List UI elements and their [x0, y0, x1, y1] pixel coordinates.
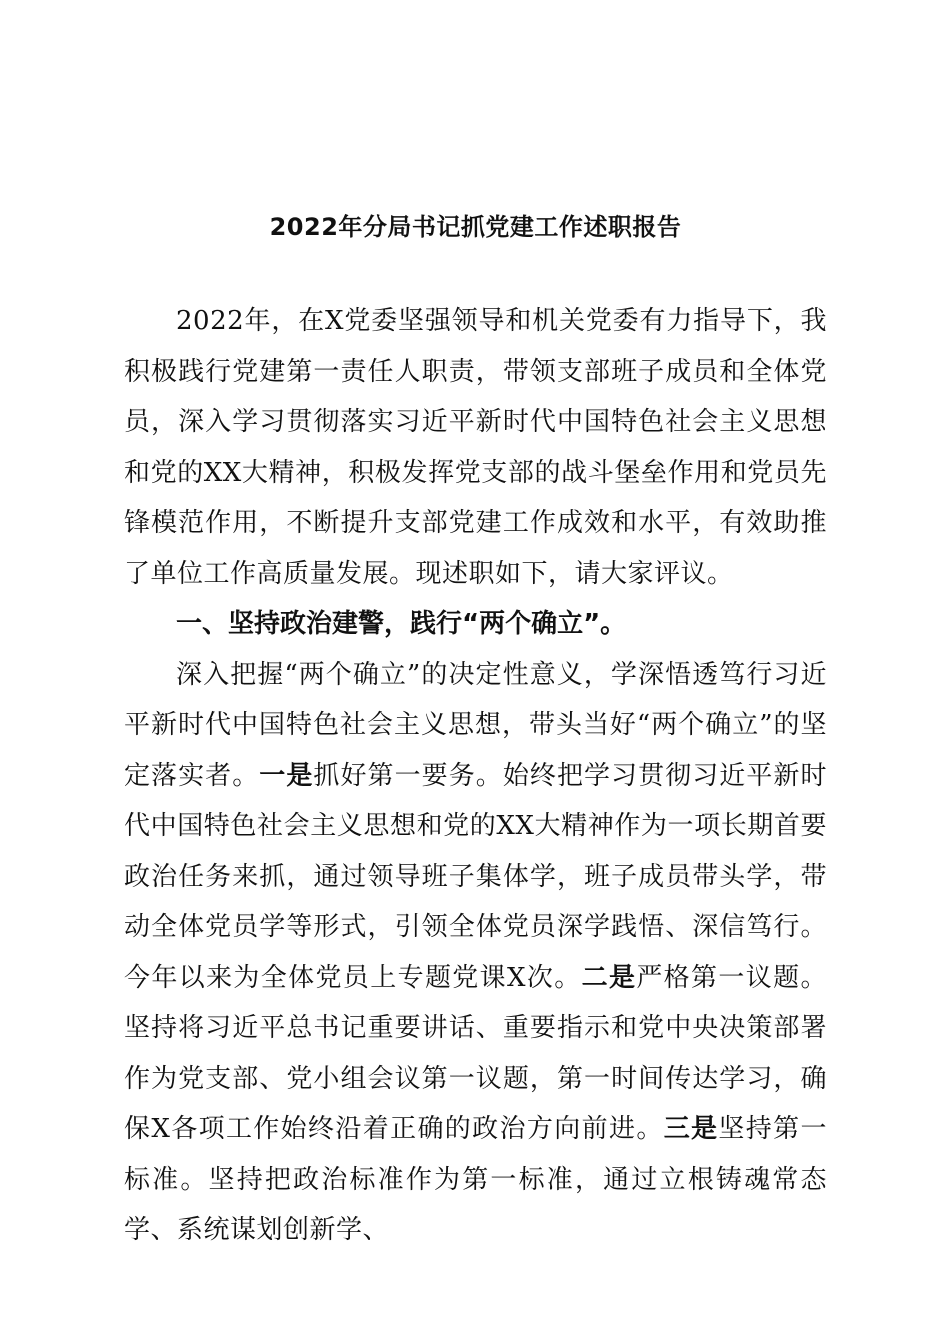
point-marker-3: 三是	[663, 1114, 719, 1144]
section-paragraph	[124, 650, 827, 1256]
document-page	[124, 210, 827, 1256]
paragraph-text: 抓好第一要务。始终把学习贯彻习近平新时代中国特色社会主义思想和党的XX大精神作为一项长期首要政治任务来抓，通过领导班子集体学，班子成员带头学，带动全体党员学等形式，引领全体党员深学践悟、深信笃行。今年以来为全体党员上专题党课X次。	[124, 760, 827, 993]
point-marker-1: 一是	[259, 760, 314, 791]
document-title: 2022年分局书记抓党建工作述职报告	[269, 213, 682, 241]
paragraph-text: 坚持第一标准。坚持把政治标准作为第一标准，通过立根铸魂常态学、系统谋划创新学、	[124, 1114, 827, 1245]
point-marker-2: 二是	[581, 962, 637, 993]
paragraph-text: 深入把握“两个确立”的决定性意义，学深悟透笃行习近平新时代中国特色社会主义思想，带头当好“两个确立”的坚定落实者。	[124, 659, 827, 791]
intro-paragraph: 2022年，在X党委坚强领导和机关党委有力指导下，我积极践行党建第一责任人职责，带领支部班子成员和全体党员，深入学习贯彻落实习近平新时代中国特色社会主义思想和党的XX大精神，积极发挥党支部的战斗堡垒作用和党员先锋模范作用，不断提升支部党建工作成效和水平，有效助推了单位工作高质量发展。现述职如下，请大家评议。	[124, 306, 827, 589]
section-heading: 一、坚持政治建警，践行“两个确立”。	[176, 609, 627, 639]
paragraph-text: 严格第一议题。坚持将习近平总书记重要讲话、重要指示和党中央决策部署作为党支部、党小组会议第一议题，第一时间传达学习，确保X各项工作始终沿着正确的政治方向前进。	[124, 962, 827, 1144]
